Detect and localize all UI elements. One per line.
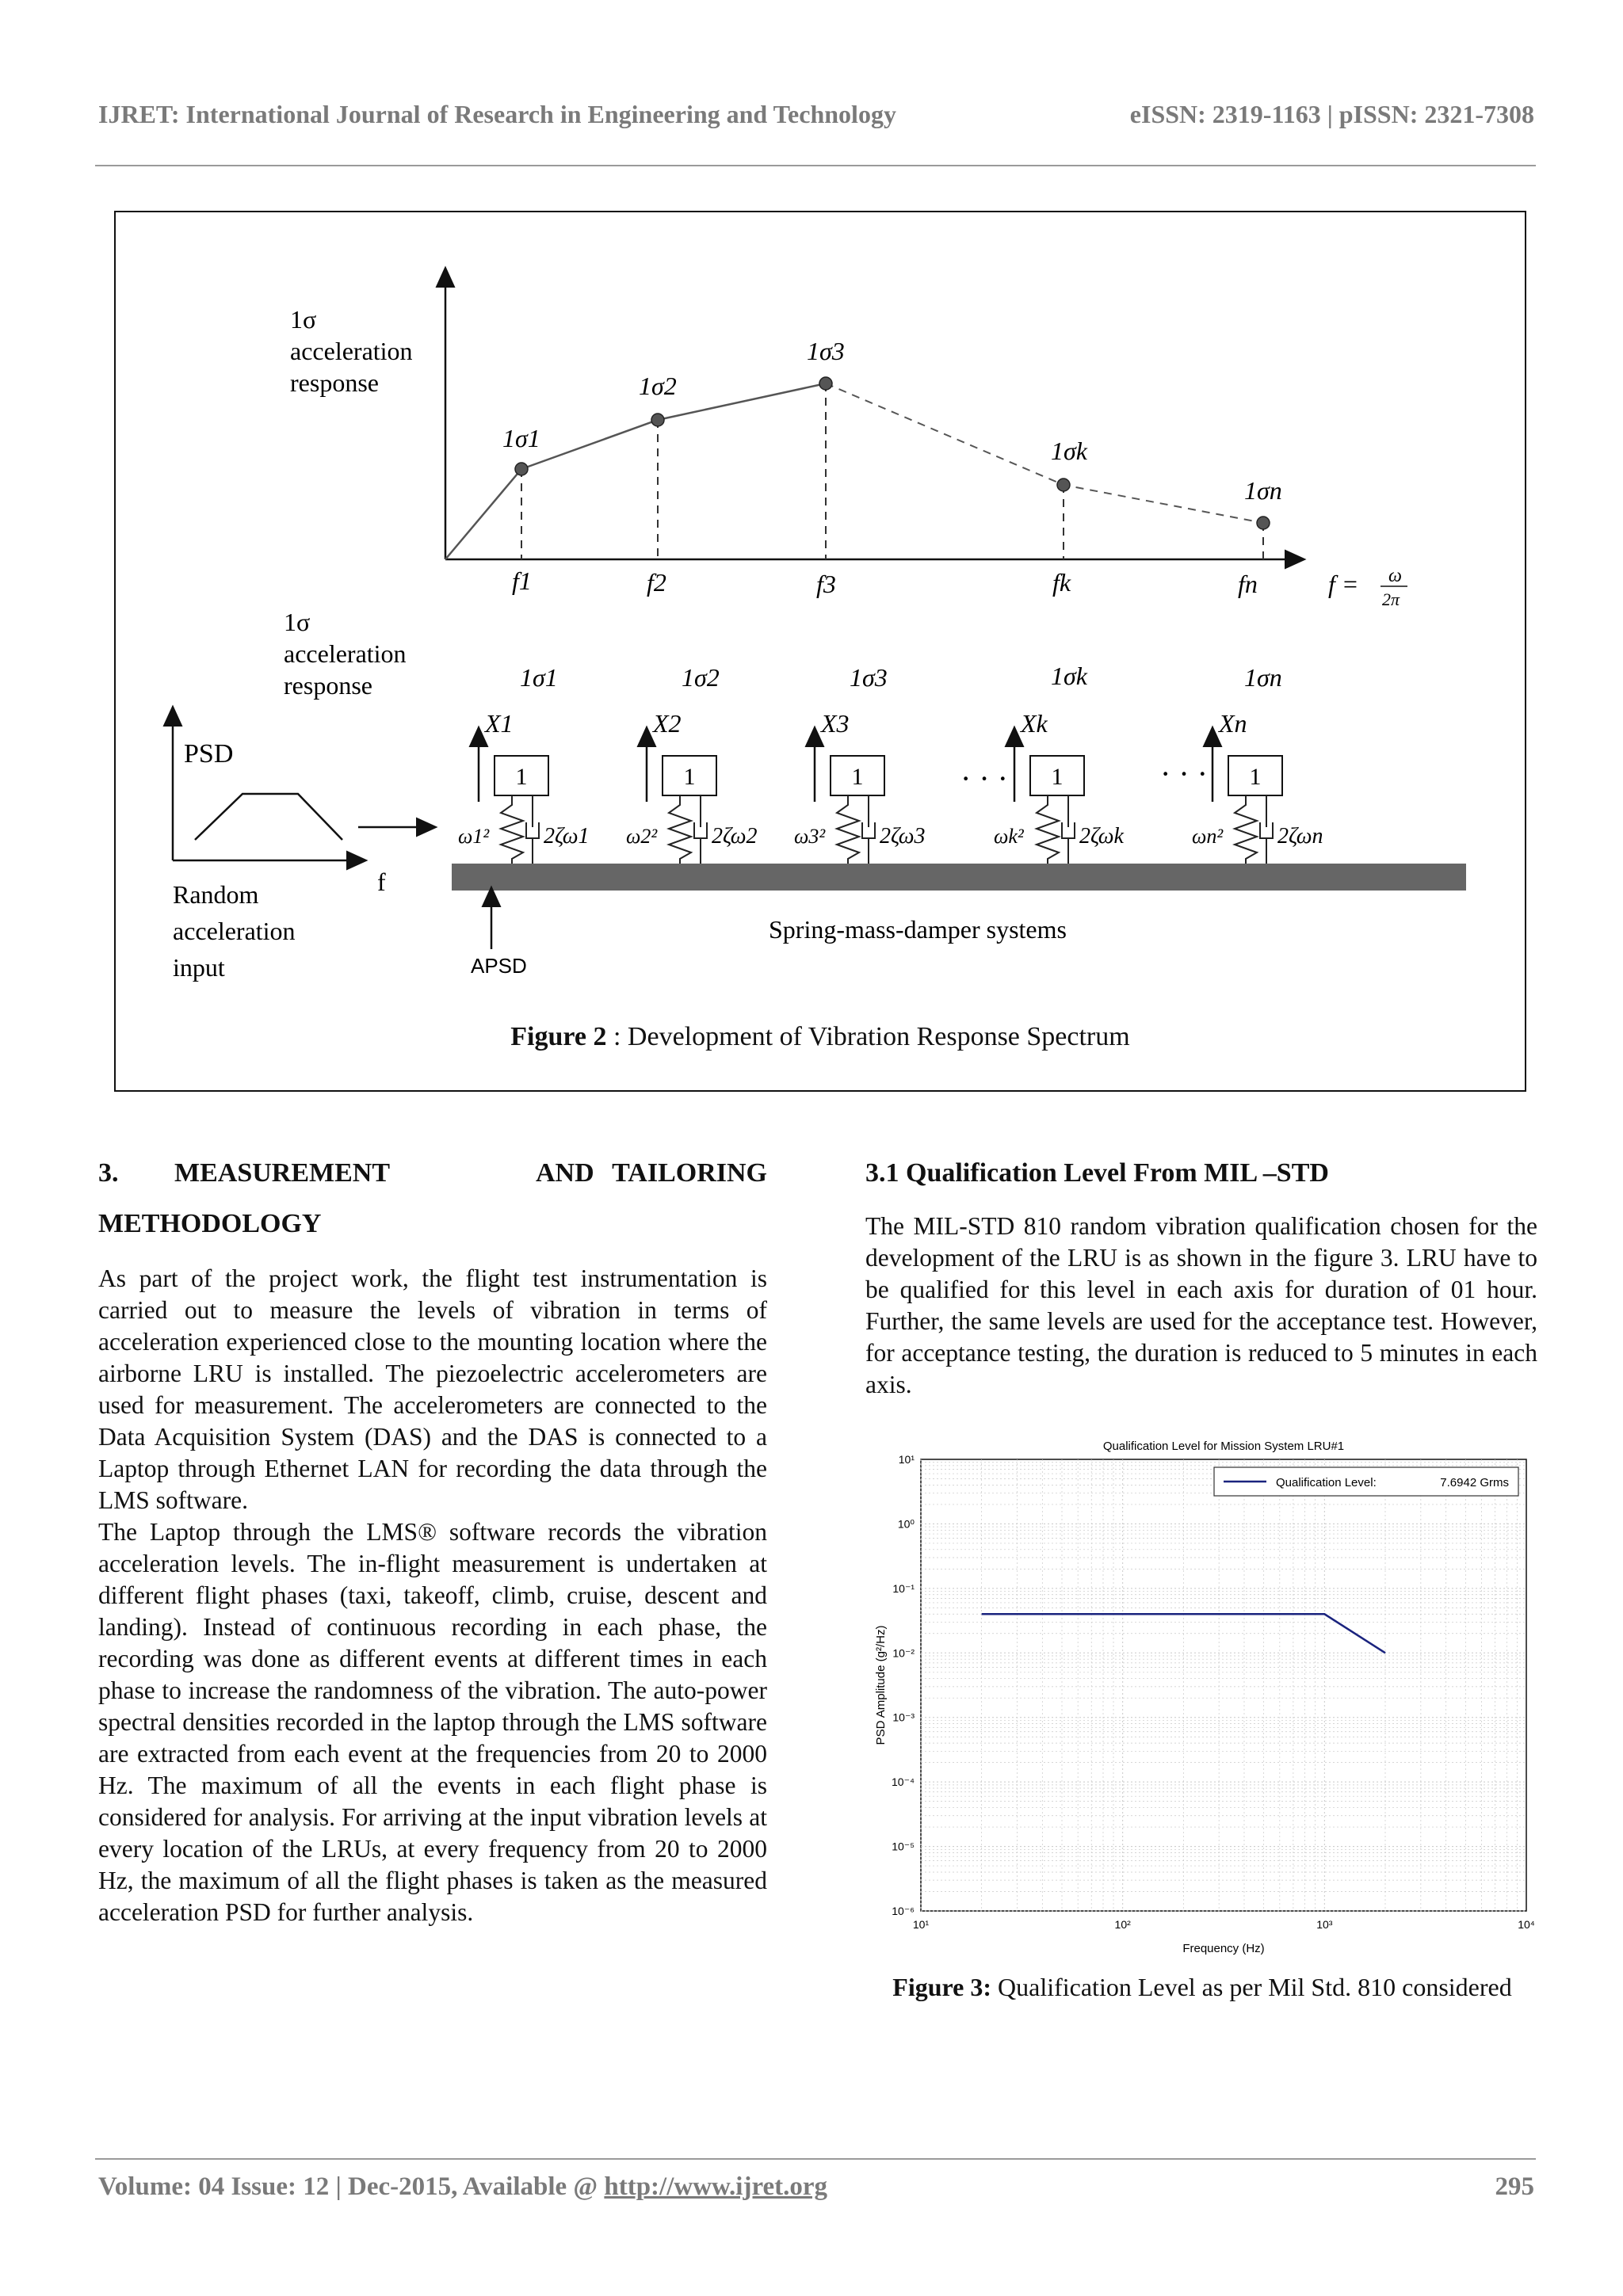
mid-response-n: 1σn: [1244, 663, 1282, 692]
freq-label-3: f3: [816, 570, 836, 598]
freq-label-2: f2: [647, 568, 666, 597]
input-label-1: Random: [173, 880, 259, 909]
damper-label-4: 2ζωk: [1079, 824, 1124, 849]
mid-response-1: 1σ1: [520, 663, 558, 692]
psd-axis-label: f: [377, 868, 386, 896]
point-label-2: 1σ2: [639, 372, 677, 400]
figure-3-caption: Figure 3: Qualification Level as per Mil Std. 810 considered: [892, 1973, 1512, 2001]
mass-label-4: Xk: [1021, 709, 1048, 738]
spring-label-5: ωn²: [1192, 825, 1224, 848]
journal-title: IJRET: International Journal of Research in Engineering and Technology: [98, 100, 896, 128]
point-label-1: 1σ1: [502, 424, 540, 452]
spring-label-4: ωk²: [994, 825, 1024, 848]
running-header: [98, 100, 1534, 132]
freq-label-k: fk: [1052, 568, 1071, 597]
x-tick-label: 10¹: [912, 1918, 930, 1931]
f-frac-den: 2π: [1382, 589, 1400, 609]
spring-3: [837, 795, 859, 864]
mid-ylabel-3: response: [284, 671, 372, 700]
point-n: [1257, 517, 1270, 529]
psd-label: PSD: [184, 739, 234, 769]
figure-3-chart: [865, 1426, 1539, 1957]
mass-label-5: Xn: [1219, 709, 1247, 738]
legend-value: 7.6942 Grms: [1440, 1476, 1509, 1489]
x-tick-label: 10²: [1114, 1918, 1131, 1931]
mass-label-1: X1: [485, 709, 514, 738]
section-3-body: [98, 1263, 767, 1928]
section-3-heading-line2: METHODOLOGY: [98, 1209, 322, 1238]
mid-response-k: 1σk: [1051, 662, 1087, 690]
spring-label-3: ω3²: [794, 825, 826, 848]
point-1: [515, 463, 528, 475]
mass-value-2: 1: [683, 764, 696, 790]
response-curve-dashed: [826, 383, 1263, 523]
y-tick-label: 10⁻³: [892, 1711, 915, 1724]
section-3-para-2: The Laptop through the LMS® software records the vibration acceleration levels. The in-flight measurement is undertaken at different flight phases (taxi, takeoff, climb, cruise, descent and landing). Instead of continuous recording in each phase, the recording was done as different events at different times in each phase to increase the randomness of the vibration. The auto-power spectral densities recorded in the laptop through the LMS software are extracted from each event at the frequencies from 20 to 2000 Hz. The maximum of all the events in each flight phase is considered for analysis. For arriving at the input vibration levels at every location of the LRUs, at every frequency from 20 to 2000 Hz, the maximum of all the flight phases is taken as the measured acceleration PSD for further analysis.: [98, 1518, 767, 1926]
psd-shape: [195, 794, 342, 840]
mass-value-5: 1: [1249, 764, 1262, 790]
point-label-k: 1σk: [1051, 437, 1087, 465]
y-tick-label: 10⁻⁴: [892, 1775, 915, 1789]
f-frac-num: ω: [1388, 566, 1402, 586]
dots-2: · · ·: [1160, 756, 1208, 791]
figure-2-diagram: [116, 212, 1526, 1092]
systems-label: Spring-mass-damper systems: [769, 915, 1067, 944]
point-label-n: 1σn: [1244, 476, 1282, 505]
spring-2: [669, 795, 691, 864]
spring-5: [1235, 795, 1257, 864]
spring-4: [1037, 795, 1059, 864]
input-label-3: input: [173, 953, 225, 982]
footer-link[interactable]: http://www.ijret.org: [604, 2172, 828, 2201]
y-tick-label: 10⁻¹: [892, 1581, 915, 1595]
mass-value-4: 1: [1051, 764, 1064, 790]
mass-label-3: X3: [821, 709, 850, 738]
y-axis-label: PSD Amplitude (g²/Hz): [874, 1625, 888, 1745]
mass-value-1: 1: [515, 764, 528, 790]
mass-value-3: 1: [851, 764, 864, 790]
issn: eISSN: 2319-1163 | pISSN: 2321-7308: [1129, 100, 1534, 128]
freq-label-n: fn: [1238, 570, 1258, 598]
x-tick-label: 10⁴: [1518, 1918, 1535, 1931]
mid-ylabel-2: acceleration: [284, 639, 407, 668]
legend-label: Qualification Level:: [1276, 1476, 1377, 1489]
point-2: [651, 414, 664, 426]
damper-label-2: 2ζω2: [712, 824, 758, 849]
section-3-para-1: As part of the project work, the flight test instrumentation is carried out to measure the levels of vibration in terms of acceleration experienced close to the mounting location where the airborne LRU is installed. The piezoelectric accelerometers are used for measurement. The accelerometers are connected to the Data Acquisition System (DAS) and the DAS is connected to a Laptop through Ethernet LAN for recording the data through the LMS software.: [98, 1264, 767, 1514]
figure-2-caption: Figure 2 : Development of Vibration Response Spectrum: [510, 1022, 1130, 1051]
top-ylabel-3: response: [290, 368, 379, 397]
mid-response-2: 1σ2: [682, 663, 720, 692]
base-plate: [452, 864, 1466, 891]
x-tick-label: 10³: [1316, 1918, 1333, 1931]
apsd-label: APSD: [471, 954, 527, 978]
point-label-3: 1σ3: [807, 337, 845, 365]
header-rule: [95, 165, 1536, 166]
damper-label-5: 2ζωn: [1277, 824, 1323, 849]
y-tick-label: 10⁻²: [892, 1646, 915, 1660]
y-tick-label: 10¹: [898, 1453, 915, 1466]
page-footer: [98, 2172, 1534, 2202]
spring-label-2: ω2²: [626, 825, 658, 848]
input-label-2: acceleration: [173, 917, 296, 945]
damper-label-3: 2ζω3: [880, 824, 926, 849]
footer-volume: Volume: 04 Issue: 12 | Dec-2015, Available @: [98, 2172, 605, 2201]
point-3: [819, 377, 832, 390]
mid-response-3: 1σ3: [850, 663, 888, 692]
spring-1: [501, 795, 523, 864]
spring-label-1: ω1²: [458, 825, 490, 848]
freq-label-1: f1: [512, 566, 532, 595]
mass-label-2: X2: [653, 709, 682, 738]
y-tick-label: 10⁰: [897, 1517, 915, 1531]
dots-1: · · ·: [960, 761, 1008, 796]
y-tick-label: 10⁻⁵: [892, 1840, 915, 1853]
figure-2: [114, 211, 1526, 1092]
footer-rule: [95, 2158, 1536, 2160]
page-number: 295: [1495, 2172, 1534, 2201]
chart-title: Qualification Level for Mission System LRU#1: [1102, 1440, 1345, 1453]
f-axis-label: f =: [1328, 570, 1359, 598]
x-axis-label: Frequency (Hz): [1182, 1942, 1265, 1955]
response-curve-solid: [445, 383, 826, 559]
section-3-1-body: The MIL-STD 810 random vibration qualification chosen for the development of the LRU is as shown in the figure 3. LRU have to be qualified for this level in each axis for duration of 01 hour. Further, the same levels are used for the acceptance test. However, for acceptance testing, the duration is reduced to 5 minutes in each axis.: [865, 1212, 1537, 1398]
chart-legend: [1214, 1467, 1518, 1496]
section-3-1-heading: 3.1 Qualification Level From MIL –STD: [865, 1158, 1329, 1188]
top-ylabel-1: 1σ: [290, 305, 317, 334]
y-tick-label: 10⁻⁶: [892, 1905, 915, 1917]
damper-label-1: 2ζω1: [544, 824, 590, 849]
top-ylabel-2: acceleration: [290, 337, 413, 365]
point-k: [1057, 479, 1070, 491]
mid-ylabel-1: 1σ: [284, 608, 311, 636]
